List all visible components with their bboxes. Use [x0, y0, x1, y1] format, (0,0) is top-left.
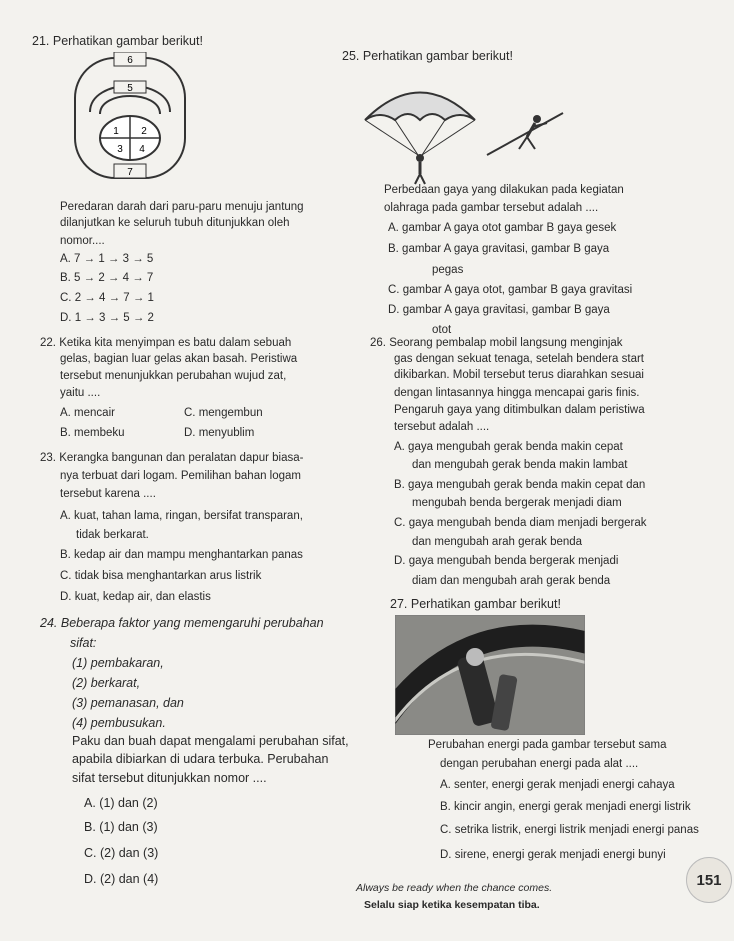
q25-option-d[interactable]: D. gambar A gaya gravitasi, gambar B gaya [388, 304, 610, 316]
q23-stem-2: nya terbuat dari logam. Pemilihan bahan logam [60, 470, 302, 482]
heart-label-2: 2 [141, 126, 147, 137]
q24-stem2-2: apabila dibiarkan di udara terbuka. Perubahan [72, 752, 329, 766]
q26-option-b-cont: mengubah benda bergerak menjadi diam [412, 497, 622, 509]
q23-option-b[interactable]: B. kedap air dan mampu menghantarkan panas [60, 549, 303, 561]
heart-label-1: 1 [113, 126, 119, 137]
q27-option-b[interactable]: B. kincir angin, energi gerak menjadi energi listrik [440, 801, 691, 813]
q24-option-d[interactable]: D. (2) dan (4) [84, 872, 159, 886]
q26-option-c-cont: dan mengubah arah gerak benda [412, 536, 583, 548]
q27-stem-1: Perubahan energi pada gambar tersebut sama [428, 739, 667, 751]
q21-stem-2: dilanjutkan ke seluruh tubuh ditunjukkan oleh [60, 217, 290, 229]
q26-stem-5: Pengaruh gaya yang ditimbulkan dalam peristiwa [394, 404, 645, 416]
parachute-image [360, 80, 480, 185]
q23-stem-1: 23. Kerangka bangunan dan peralatan dapur biasa- [40, 452, 304, 464]
heart-diagram [70, 52, 190, 184]
footer-quote-translation: Selalu siap ketika kesempatan tiba. [364, 899, 540, 911]
q21-title: 21. Perhatikan gambar berikut! [32, 34, 203, 48]
q21-option-a[interactable]: A. 7 → 1 → 3 → 5 [60, 253, 154, 265]
q22-stem-3: tersebut menunjukkan perubahan wujud zat, [60, 370, 287, 382]
heart-label-5: 5 [127, 83, 133, 94]
heart-label-4: 4 [139, 144, 145, 155]
q21-stem-1: Peredaran darah dari paru-paru menuju jantung [60, 201, 304, 213]
footer-quote: Always be ready when the chance comes. [356, 882, 553, 894]
q25-option-b[interactable]: B. gambar A gaya gravitasi, gambar B gaya [388, 243, 610, 255]
bicycle-dynamo-photo [395, 615, 585, 735]
q27-option-a[interactable]: A. senter, energi gerak menjadi energi cahaya [440, 779, 675, 791]
q24-option-b[interactable]: B. (1) dan (3) [84, 820, 158, 834]
q24-factor-1: (1) pembakaran, [72, 656, 164, 670]
q24-stem-2: sifat: [70, 636, 97, 650]
q22-stem-1: 22. Ketika kita menyimpan es batu dalam sebuah [40, 337, 292, 349]
q26-option-d-cont: diam dan mengubah arah gerak benda [412, 575, 611, 587]
q25-option-c[interactable]: C. gambar A gaya otot, gambar B gaya gravitasi [388, 284, 633, 296]
javelin-image [485, 105, 565, 160]
q21-option-b[interactable]: B. 5 → 2 → 4 → 7 [60, 272, 154, 284]
q27-stem-2: dengan perubahan energi pada alat .... [440, 758, 639, 770]
page-number: 151 [686, 857, 732, 903]
heart-label-3: 3 [117, 144, 123, 155]
q23-option-d[interactable]: D. kuat, kedap air, dan elastis [60, 591, 211, 603]
q22-option-b[interactable]: B. membeku [60, 427, 125, 439]
q21-stem-3: nomor.... [60, 235, 105, 247]
q22-option-c[interactable]: C. mengembun [184, 407, 263, 419]
q22-option-a[interactable]: A. mencair [60, 407, 115, 419]
q25-option-a[interactable]: A. gambar A gaya otot gambar B gaya gesek [388, 222, 617, 234]
q24-factor-2: (2) berkarat, [72, 676, 141, 690]
q26-option-c[interactable]: C. gaya mengubah benda diam menjadi bergerak [394, 517, 647, 529]
q23-option-c[interactable]: C. tidak bisa menghantarkan arus listrik [60, 570, 262, 582]
q26-option-a-cont: dan mengubah gerak benda makin lambat [412, 459, 628, 471]
q24-factor-3: (3) pemanasan, dan [72, 696, 184, 710]
heart-label-7: 7 [127, 167, 133, 178]
q21-option-d[interactable]: D. 1 → 3 → 5 → 2 [60, 312, 154, 324]
q26-option-a[interactable]: A. gaya mengubah gerak benda makin cepat [394, 441, 623, 453]
q26-stem-4: dengan lintasannya hingga mencapai garis finis. [394, 387, 640, 399]
q23-option-a[interactable]: A. kuat, tahan lama, ringan, bersifat transparan, [60, 510, 303, 522]
q22-stem-2: gelas, bagian luar gelas akan basah. Peristiwa [60, 353, 298, 365]
q23-option-a-cont: tidak berkarat. [76, 529, 149, 541]
q24-option-a[interactable]: A. (1) dan (2) [84, 796, 158, 810]
q25-title: 25. Perhatikan gambar berikut! [342, 49, 513, 63]
q24-stem2-3: sifat tersebut ditunjukkan nomor .... [72, 771, 267, 785]
q21-option-c[interactable]: C. 2 → 4 → 7 → 1 [60, 292, 154, 304]
q24-stem-1: 24. Beberapa faktor yang memengaruhi perubahan [40, 616, 324, 630]
q26-stem-3: dikibarkan. Mobil tersebut terus diarahkan sesuai [394, 369, 644, 381]
q23-stem-3: tersebut karena .... [60, 488, 156, 500]
q26-stem-2: gas dengan sekuat tenaga, setelah bendera start [394, 353, 644, 365]
q26-option-d[interactable]: D. gaya mengubah benda bergerak menjadi [394, 555, 619, 567]
q25-stem-2: olahraga pada gambar tersebut adalah .... [384, 202, 599, 214]
q22-stem-4: yaitu .... [60, 387, 101, 399]
q27-option-d[interactable]: D. sirene, energi gerak menjadi energi bunyi [440, 849, 666, 861]
q26-option-b[interactable]: B. gaya mengubah gerak benda makin cepat dan [394, 479, 646, 491]
heart-label-6: 6 [127, 55, 133, 66]
q25-option-d-cont: otot [432, 324, 452, 336]
q25-stem-1: Perbedaan gaya yang dilakukan pada kegiatan [384, 184, 624, 196]
q24-factor-4: (4) pembusukan. [72, 716, 166, 730]
q27-title: 27. Perhatikan gambar berikut! [390, 597, 561, 611]
q27-option-c[interactable]: C. setrika listrik, energi listrik menjadi energi panas [440, 824, 699, 836]
q26-stem-1: 26. Seorang pembalap mobil langsung menginjak [370, 337, 623, 349]
q25-option-b-cont: pegas [432, 264, 464, 276]
q24-option-c[interactable]: C. (2) dan (3) [84, 846, 159, 860]
q26-stem-6: tersebut adalah .... [394, 421, 490, 433]
q24-stem2-1: Paku dan buah dapat mengalami perubahan sifat, [72, 734, 349, 748]
q22-option-d[interactable]: D. menyublim [184, 427, 255, 439]
